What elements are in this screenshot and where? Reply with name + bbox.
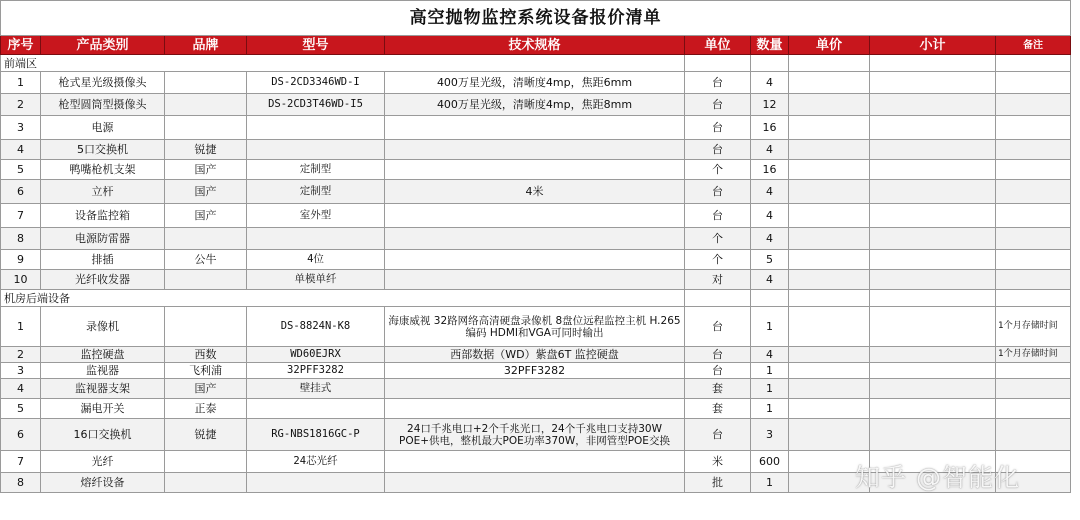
cell-model[interactable]: 室外型 bbox=[247, 204, 385, 228]
cell-remark[interactable] bbox=[996, 250, 1071, 270]
cell-spec[interactable]: 400万星光级，清晰度4mp，焦距8mm bbox=[385, 94, 685, 116]
cell-category[interactable]: 5口交换机 bbox=[41, 140, 165, 160]
cell-unit[interactable]: 台 bbox=[685, 72, 751, 94]
section-cell[interactable] bbox=[996, 290, 1071, 307]
cell-seq[interactable]: 2 bbox=[1, 347, 41, 363]
cell-category[interactable]: 监视器支架 bbox=[41, 379, 165, 399]
cell-subtotal[interactable] bbox=[870, 270, 996, 290]
table-row bbox=[1, 140, 1071, 160]
cell-remark[interactable] bbox=[996, 160, 1071, 180]
header-category[interactable]: 产品类别 bbox=[41, 36, 165, 55]
cell-remark[interactable] bbox=[996, 363, 1071, 379]
cell-price[interactable] bbox=[789, 419, 870, 451]
cell-model[interactable] bbox=[247, 228, 385, 250]
cell-category[interactable]: 光纤 bbox=[41, 451, 165, 473]
section-cell[interactable] bbox=[870, 290, 996, 307]
header-remark[interactable]: 备注 bbox=[996, 36, 1071, 55]
cell-category[interactable]: 电源防雷器 bbox=[41, 228, 165, 250]
cell-seq[interactable]: 6 bbox=[1, 180, 41, 204]
cell-qty[interactable]: 4 bbox=[751, 228, 789, 250]
cell-seq[interactable]: 5 bbox=[1, 399, 41, 419]
cell-price[interactable] bbox=[789, 94, 870, 116]
cell-unit[interactable]: 台 bbox=[685, 347, 751, 363]
header-brand[interactable]: 品牌 bbox=[165, 36, 247, 55]
cell-brand[interactable]: 国产 bbox=[165, 160, 247, 180]
cell-model[interactable] bbox=[247, 399, 385, 419]
cell-spec[interactable] bbox=[385, 250, 685, 270]
cell-remark[interactable] bbox=[996, 94, 1071, 116]
cell-price[interactable] bbox=[789, 363, 870, 379]
cell-spec[interactable] bbox=[385, 160, 685, 180]
cell-unit[interactable]: 个 bbox=[685, 160, 751, 180]
cell-subtotal[interactable] bbox=[870, 72, 996, 94]
table-row bbox=[1, 94, 1071, 116]
cell-price[interactable] bbox=[789, 180, 870, 204]
cell-category[interactable]: 电源 bbox=[41, 116, 165, 140]
cell-qty[interactable]: 4 bbox=[751, 270, 789, 290]
cell-unit[interactable]: 台 bbox=[685, 307, 751, 347]
cell-seq[interactable]: 1 bbox=[1, 307, 41, 347]
cell-price[interactable] bbox=[789, 160, 870, 180]
cell-unit[interactable]: 台 bbox=[685, 419, 751, 451]
cell-remark[interactable] bbox=[996, 204, 1071, 228]
cell-price[interactable] bbox=[789, 379, 870, 399]
cell-category[interactable]: 录像机 bbox=[41, 307, 165, 347]
cell-spec[interactable]: 西部数据（WD）紫盘6T 监控硬盘 bbox=[385, 347, 685, 363]
cell-brand[interactable] bbox=[165, 72, 247, 94]
cell-qty[interactable]: 1 bbox=[751, 307, 789, 347]
cell-seq[interactable]: 6 bbox=[1, 419, 41, 451]
title-row bbox=[1, 1, 1071, 36]
section-cell[interactable] bbox=[789, 55, 870, 72]
cell-brand[interactable] bbox=[165, 307, 247, 347]
cell-unit[interactable]: 台 bbox=[685, 363, 751, 379]
cell-unit[interactable]: 台 bbox=[685, 180, 751, 204]
cell-spec[interactable] bbox=[385, 451, 685, 473]
cell-unit[interactable]: 台 bbox=[685, 140, 751, 160]
cell-seq[interactable]: 4 bbox=[1, 379, 41, 399]
cell-remark[interactable] bbox=[996, 116, 1071, 140]
cell-brand[interactable] bbox=[165, 270, 247, 290]
cell-subtotal[interactable] bbox=[870, 160, 996, 180]
cell-subtotal[interactable] bbox=[870, 307, 996, 347]
cell-brand[interactable]: 飞利浦 bbox=[165, 363, 247, 379]
section-cell[interactable] bbox=[685, 55, 751, 72]
cell-remark[interactable] bbox=[996, 140, 1071, 160]
cell-category[interactable]: 16口交换机 bbox=[41, 419, 165, 451]
cell-price[interactable] bbox=[789, 116, 870, 140]
cell-price[interactable] bbox=[789, 204, 870, 228]
cell-subtotal[interactable] bbox=[870, 250, 996, 270]
cell-spec[interactable]: 32PFF3282 bbox=[385, 363, 685, 379]
header-row bbox=[1, 36, 1071, 55]
cell-subtotal[interactable] bbox=[870, 379, 996, 399]
cell-category[interactable]: 立杆 bbox=[41, 180, 165, 204]
cell-category[interactable]: 光纤收发器 bbox=[41, 270, 165, 290]
header-price[interactable]: 单价 bbox=[789, 36, 870, 55]
cell-unit[interactable]: 批 bbox=[685, 473, 751, 493]
cell-price[interactable] bbox=[789, 347, 870, 363]
cell-remark[interactable] bbox=[996, 228, 1071, 250]
cell-category[interactable]: 枪型圆筒型摄像头 bbox=[41, 94, 165, 116]
cell-seq[interactable]: 3 bbox=[1, 363, 41, 379]
cell-spec[interactable] bbox=[385, 399, 685, 419]
cell-model[interactable] bbox=[247, 140, 385, 160]
cell-seq[interactable]: 10 bbox=[1, 270, 41, 290]
cell-brand[interactable] bbox=[165, 94, 247, 116]
cell-remark[interactable] bbox=[996, 399, 1071, 419]
cell-model[interactable] bbox=[247, 116, 385, 140]
cell-remark[interactable] bbox=[996, 270, 1071, 290]
cell-brand[interactable] bbox=[165, 473, 247, 493]
cell-model[interactable]: DS-2CD3T46WD-I5 bbox=[247, 94, 385, 116]
cell-brand[interactable]: 锐捷 bbox=[165, 419, 247, 451]
cell-unit[interactable]: 对 bbox=[685, 270, 751, 290]
cell-model[interactable]: DS-2CD3346WD-I bbox=[247, 72, 385, 94]
cell-spec[interactable] bbox=[385, 204, 685, 228]
header-seq[interactable]: 序号 bbox=[1, 36, 41, 55]
cell-qty[interactable]: 4 bbox=[751, 204, 789, 228]
cell-price[interactable] bbox=[789, 228, 870, 250]
cell-subtotal[interactable] bbox=[870, 419, 996, 451]
cell-price[interactable] bbox=[789, 250, 870, 270]
cell-subtotal[interactable] bbox=[870, 347, 996, 363]
cell-qty[interactable]: 4 bbox=[751, 180, 789, 204]
cell-price[interactable] bbox=[789, 270, 870, 290]
table-row bbox=[1, 307, 1071, 347]
cell-seq[interactable]: 1 bbox=[1, 72, 41, 94]
cell-spec[interactable] bbox=[385, 379, 685, 399]
cell-subtotal[interactable] bbox=[870, 399, 996, 419]
cell-category[interactable]: 监视器 bbox=[41, 363, 165, 379]
table-row bbox=[1, 419, 1071, 451]
cell-qty[interactable]: 4 bbox=[751, 72, 789, 94]
cell-qty[interactable]: 1 bbox=[751, 399, 789, 419]
cell-qty[interactable]: 16 bbox=[751, 160, 789, 180]
table-row bbox=[1, 228, 1071, 250]
cell-qty[interactable]: 1 bbox=[751, 473, 789, 493]
cell-seq[interactable]: 7 bbox=[1, 204, 41, 228]
cell-model[interactable]: 32PFF3282 bbox=[247, 363, 385, 379]
cell-seq[interactable]: 9 bbox=[1, 250, 41, 270]
cell-remark[interactable] bbox=[996, 72, 1071, 94]
header-model[interactable]: 型号 bbox=[247, 36, 385, 55]
sheet-title[interactable]: 高空抛物监控系统设备报价清单 bbox=[1, 1, 1071, 36]
cell-qty[interactable]: 3 bbox=[751, 419, 789, 451]
cell-category[interactable]: 熔纤设备 bbox=[41, 473, 165, 493]
cell-category[interactable]: 监控硬盘 bbox=[41, 347, 165, 363]
cell-subtotal[interactable] bbox=[870, 116, 996, 140]
cell-model[interactable]: DS-8824N-K8 bbox=[247, 307, 385, 347]
section-cell[interactable] bbox=[789, 290, 870, 307]
table-row bbox=[1, 116, 1071, 140]
header-subtotal[interactable]: 小计 bbox=[870, 36, 996, 55]
cell-remark[interactable]: 1个月存储时间 bbox=[996, 307, 1071, 347]
section-cell[interactable] bbox=[870, 55, 996, 72]
cell-qty[interactable]: 600 bbox=[751, 451, 789, 473]
cell-model[interactable]: 定制型 bbox=[247, 180, 385, 204]
cell-remark[interactable]: 1个月存储时间 bbox=[996, 347, 1071, 363]
cell-model[interactable]: 24芯光纤 bbox=[247, 451, 385, 473]
cell-brand[interactable] bbox=[165, 228, 247, 250]
cell-brand[interactable]: 国产 bbox=[165, 204, 247, 228]
cell-seq[interactable]: 3 bbox=[1, 116, 41, 140]
cell-seq[interactable]: 4 bbox=[1, 140, 41, 160]
cell-unit[interactable]: 台 bbox=[685, 94, 751, 116]
section-cell[interactable] bbox=[996, 55, 1071, 72]
cell-model[interactable]: WD60EJRX bbox=[247, 347, 385, 363]
cell-brand[interactable]: 国产 bbox=[165, 180, 247, 204]
cell-qty[interactable]: 12 bbox=[751, 94, 789, 116]
table-row bbox=[1, 72, 1071, 94]
header-unit[interactable]: 单位 bbox=[685, 36, 751, 55]
cell-price[interactable] bbox=[789, 140, 870, 160]
cell-spec[interactable]: 海康威视 32路网络高清硬盘录像机 8盘位远程监控主机 H.265编码 HDMI和VGA可同时输出 bbox=[385, 307, 685, 347]
table-row bbox=[1, 363, 1071, 379]
cell-seq[interactable]: 2 bbox=[1, 94, 41, 116]
table-row bbox=[1, 347, 1071, 363]
table-row bbox=[1, 250, 1071, 270]
table-row bbox=[1, 160, 1071, 180]
cell-subtotal[interactable] bbox=[870, 228, 996, 250]
cell-brand[interactable]: 公牛 bbox=[165, 250, 247, 270]
cell-model[interactable] bbox=[247, 473, 385, 493]
cell-subtotal[interactable] bbox=[870, 140, 996, 160]
cell-spec[interactable] bbox=[385, 116, 685, 140]
cell-qty[interactable]: 1 bbox=[751, 363, 789, 379]
cell-spec[interactable] bbox=[385, 228, 685, 250]
cell-model[interactable]: 单模单纤 bbox=[247, 270, 385, 290]
section-row bbox=[1, 290, 1071, 307]
section-cell[interactable] bbox=[751, 290, 789, 307]
table-row bbox=[1, 204, 1071, 228]
cell-remark[interactable] bbox=[996, 180, 1071, 204]
cell-model[interactable]: 壁挂式 bbox=[247, 379, 385, 399]
cell-remark[interactable] bbox=[996, 419, 1071, 451]
cell-seq[interactable]: 5 bbox=[1, 160, 41, 180]
cell-unit[interactable]: 米 bbox=[685, 451, 751, 473]
section-label[interactable]: 机房后端设备 bbox=[1, 290, 685, 307]
cell-unit[interactable]: 个 bbox=[685, 250, 751, 270]
section-cell[interactable] bbox=[751, 55, 789, 72]
cell-subtotal[interactable] bbox=[870, 363, 996, 379]
cell-qty[interactable]: 4 bbox=[751, 140, 789, 160]
cell-price[interactable] bbox=[789, 307, 870, 347]
cell-category[interactable]: 漏电开关 bbox=[41, 399, 165, 419]
cell-brand[interactable]: 正泰 bbox=[165, 399, 247, 419]
header-spec[interactable]: 技术规格 bbox=[385, 36, 685, 55]
cell-spec[interactable]: 24口千兆电口+2个千兆光口，24个千兆电口支持30W POE+供电，整机最大POE功率370W，非网管型POE交换 bbox=[385, 419, 685, 451]
cell-seq[interactable]: 8 bbox=[1, 228, 41, 250]
cell-category[interactable]: 鸭嘴枪机支架 bbox=[41, 160, 165, 180]
cell-spec[interactable] bbox=[385, 473, 685, 493]
cell-qty[interactable]: 5 bbox=[751, 250, 789, 270]
cell-spec[interactable] bbox=[385, 140, 685, 160]
section-label[interactable]: 前端区 bbox=[1, 55, 685, 72]
cell-qty[interactable]: 1 bbox=[751, 379, 789, 399]
cell-category[interactable]: 枪式星光级摄像头 bbox=[41, 72, 165, 94]
cell-unit[interactable]: 台 bbox=[685, 116, 751, 140]
cell-subtotal[interactable] bbox=[870, 94, 996, 116]
cell-qty[interactable]: 4 bbox=[751, 347, 789, 363]
cell-category[interactable]: 设备监控箱 bbox=[41, 204, 165, 228]
section-row bbox=[1, 55, 1071, 72]
cell-brand[interactable] bbox=[165, 116, 247, 140]
cell-remark[interactable] bbox=[996, 379, 1071, 399]
cell-brand[interactable] bbox=[165, 451, 247, 473]
cell-spec[interactable]: 400万星光级，清晰度4mp，焦距6mm bbox=[385, 72, 685, 94]
cell-subtotal[interactable] bbox=[870, 180, 996, 204]
cell-unit[interactable]: 台 bbox=[685, 204, 751, 228]
table-row bbox=[1, 270, 1071, 290]
cell-brand[interactable]: 锐捷 bbox=[165, 140, 247, 160]
cell-unit[interactable]: 套 bbox=[685, 379, 751, 399]
cell-price[interactable] bbox=[789, 72, 870, 94]
cell-spec[interactable] bbox=[385, 270, 685, 290]
cell-spec[interactable]: 4米 bbox=[385, 180, 685, 204]
cell-model[interactable]: 定制型 bbox=[247, 160, 385, 180]
cell-model[interactable]: RG-NBS1816GC-P bbox=[247, 419, 385, 451]
cell-brand[interactable]: 西数 bbox=[165, 347, 247, 363]
section-cell[interactable] bbox=[685, 290, 751, 307]
table-row bbox=[1, 399, 1071, 419]
cell-qty[interactable]: 16 bbox=[751, 116, 789, 140]
table-row bbox=[1, 180, 1071, 204]
cell-category[interactable]: 排插 bbox=[41, 250, 165, 270]
cell-price[interactable] bbox=[789, 399, 870, 419]
cell-unit[interactable]: 个 bbox=[685, 228, 751, 250]
cell-seq[interactable]: 7 bbox=[1, 451, 41, 473]
cell-model[interactable]: 4位 bbox=[247, 250, 385, 270]
table-row bbox=[1, 379, 1071, 399]
cell-subtotal[interactable] bbox=[870, 204, 996, 228]
cell-brand[interactable]: 国产 bbox=[165, 379, 247, 399]
watermark: 知乎 @智能化 bbox=[855, 463, 1020, 492]
header-qty[interactable]: 数量 bbox=[751, 36, 789, 55]
cell-seq[interactable]: 8 bbox=[1, 473, 41, 493]
cell-unit[interactable]: 套 bbox=[685, 399, 751, 419]
